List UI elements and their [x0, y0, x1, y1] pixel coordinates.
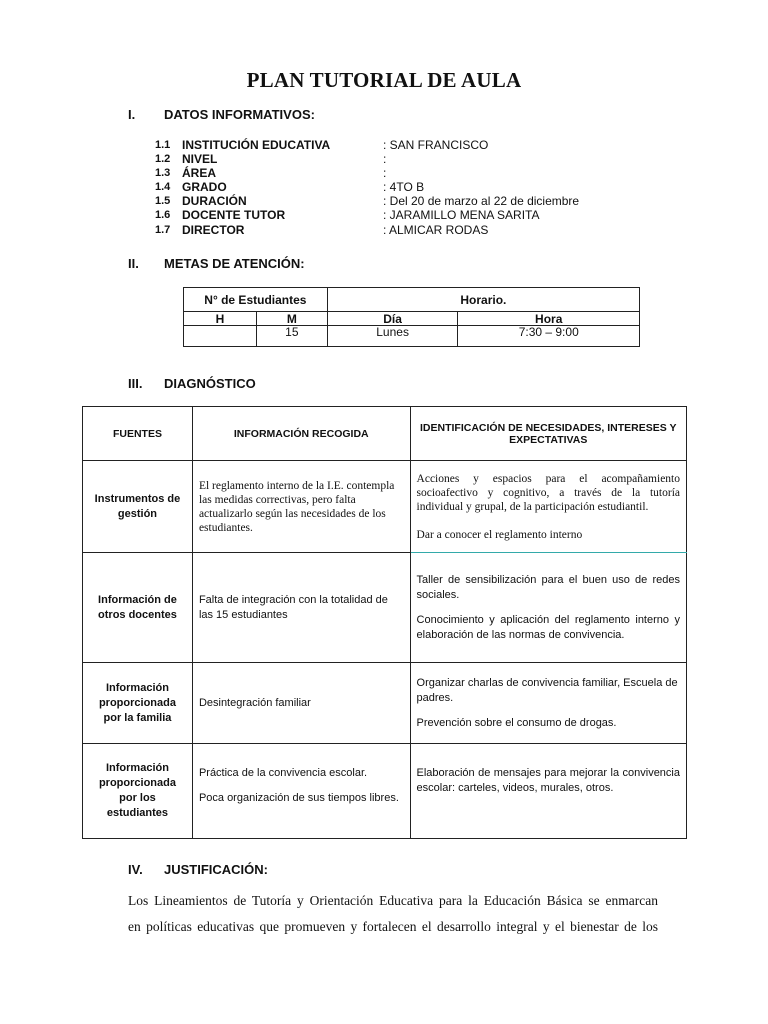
- section-number: IV.: [128, 862, 143, 877]
- info-number: 1.1: [155, 139, 171, 151]
- info-key: NIVEL: [182, 152, 218, 166]
- table-row: [83, 461, 687, 553]
- ident-text: Taller de sensibilización para el buen uso de redes sociales.: [416, 573, 680, 601]
- header-identificacion: IDENTIFICACIÓN DE NECESIDADES, INTERESES Y EXPECTATIVAS: [410, 407, 686, 461]
- table-row: [83, 744, 687, 839]
- col-hora: Hora: [458, 312, 640, 326]
- info-text: Práctica de la convivencia escolar.: [198, 767, 368, 779]
- header-horario: Horario.: [327, 288, 639, 312]
- info-value: : 4TO B: [383, 180, 425, 194]
- cell-h: [184, 326, 257, 347]
- ident-text: Acciones y espacios para el acompañamiento socioafectivo y cognitivo, a través de la tutoría individual y grupal, de la participación estudiantil.: [416, 472, 680, 513]
- header-informacion: INFORMACIÓN RECOGIDA: [192, 407, 410, 461]
- col-m: M: [256, 312, 327, 326]
- info-number: 1.5: [155, 195, 171, 207]
- info-value: : JARAMILLO MENA SARITA: [383, 208, 540, 222]
- section-number: II.: [128, 256, 139, 271]
- info-key: INSTITUCIÓN EDUCATIVA: [182, 138, 331, 152]
- section-number: III.: [128, 376, 143, 391]
- ident-text: Prevención sobre el consumo de drogas.: [416, 716, 617, 729]
- info-cell: Desintegración familiar: [192, 663, 410, 744]
- fuente-cell: Instrumentos de gestión: [83, 461, 193, 553]
- info-number: 1.6: [155, 209, 171, 221]
- ident-cell: [410, 553, 686, 663]
- section-label: JUSTIFICACIÓN:: [164, 862, 268, 877]
- info-number: 1.4: [155, 181, 171, 193]
- info-number: 1.3: [155, 167, 171, 179]
- info-value: :: [383, 152, 387, 166]
- info-key: DOCENTE TUTOR: [182, 208, 286, 222]
- header-estudiantes: N° de Estudiantes: [184, 288, 328, 312]
- col-dia: Día: [327, 312, 458, 326]
- info-key: ÁREA: [182, 166, 217, 180]
- cell-dia: Lunes: [327, 326, 458, 347]
- col-h: H: [184, 312, 257, 326]
- ident-text: Elaboración de mensajes para mejorar la convivencia escolar: carteles, videos, murales, otros.: [416, 767, 680, 794]
- justificacion-paragraph: [128, 888, 658, 940]
- fuente-cell: Información proporcionada por los estudiantes: [83, 744, 193, 839]
- ident-text: Organizar charlas de convivencia familiar, Escuela de padres.: [416, 676, 678, 704]
- cell-m: 15: [256, 326, 327, 347]
- info-value: : Del 20 de marzo al 22 de diciembre: [383, 194, 580, 208]
- ident-text: Conocimiento y aplicación del reglamento interno y elaboración de las normas de convivencia.: [416, 613, 680, 641]
- info-cell: [192, 744, 410, 839]
- table-row: [83, 663, 687, 744]
- table-row: [83, 553, 687, 663]
- section-number: I.: [128, 107, 136, 122]
- info-key: DURACIÓN: [182, 194, 247, 208]
- info-key: GRADO: [182, 180, 227, 194]
- info-cell: Falta de integración con la totalidad de las 15 estudiantes: [192, 553, 410, 663]
- section-label: DIAGNÓSTICO: [164, 376, 256, 391]
- document-title: PLAN TUTORIAL DE AULA: [246, 68, 522, 92]
- diagnostico-table: [82, 406, 687, 839]
- ident-text: Dar a conocer el reglamento interno: [416, 528, 583, 541]
- info-number: 1.2: [155, 153, 171, 165]
- info-text: Poca organización de sus tiempos libres.: [198, 792, 399, 804]
- ident-cell: [410, 461, 686, 553]
- info-cell: El reglamento interno de la I.E. contempla las medidas correctivas, pero falta actualizarlo según las necesidades de los estudiantes.: [192, 461, 410, 553]
- info-value: : SAN FRANCISCO: [383, 138, 489, 152]
- section-label: METAS DE ATENCIÓN:: [164, 256, 305, 271]
- fuente-cell: Información proporcionada por la familia: [83, 663, 193, 744]
- metas-table: [183, 287, 640, 347]
- fuente-cell: Información de otros docentes: [83, 553, 193, 663]
- ident-cell: [410, 744, 686, 839]
- paragraph-line: Los Lineamientos de Tutoría y Orientación Educativa para la Educación Básica se enmarcan: [128, 893, 658, 908]
- paragraph-line: en políticas educativas que promueven y fortalecen el desarrollo integral y el bienestar de los: [128, 919, 658, 934]
- info-value: :: [383, 166, 387, 180]
- section-label: DATOS INFORMATIVOS:: [164, 107, 315, 122]
- header-fuentes: FUENTES: [83, 407, 193, 461]
- ident-cell: [410, 663, 686, 744]
- info-value: : ALMICAR RODAS: [383, 223, 489, 237]
- info-key: DIRECTOR: [182, 223, 245, 237]
- cell-hora: 7:30 – 9:00: [458, 326, 640, 347]
- info-number: 1.7: [155, 224, 171, 236]
